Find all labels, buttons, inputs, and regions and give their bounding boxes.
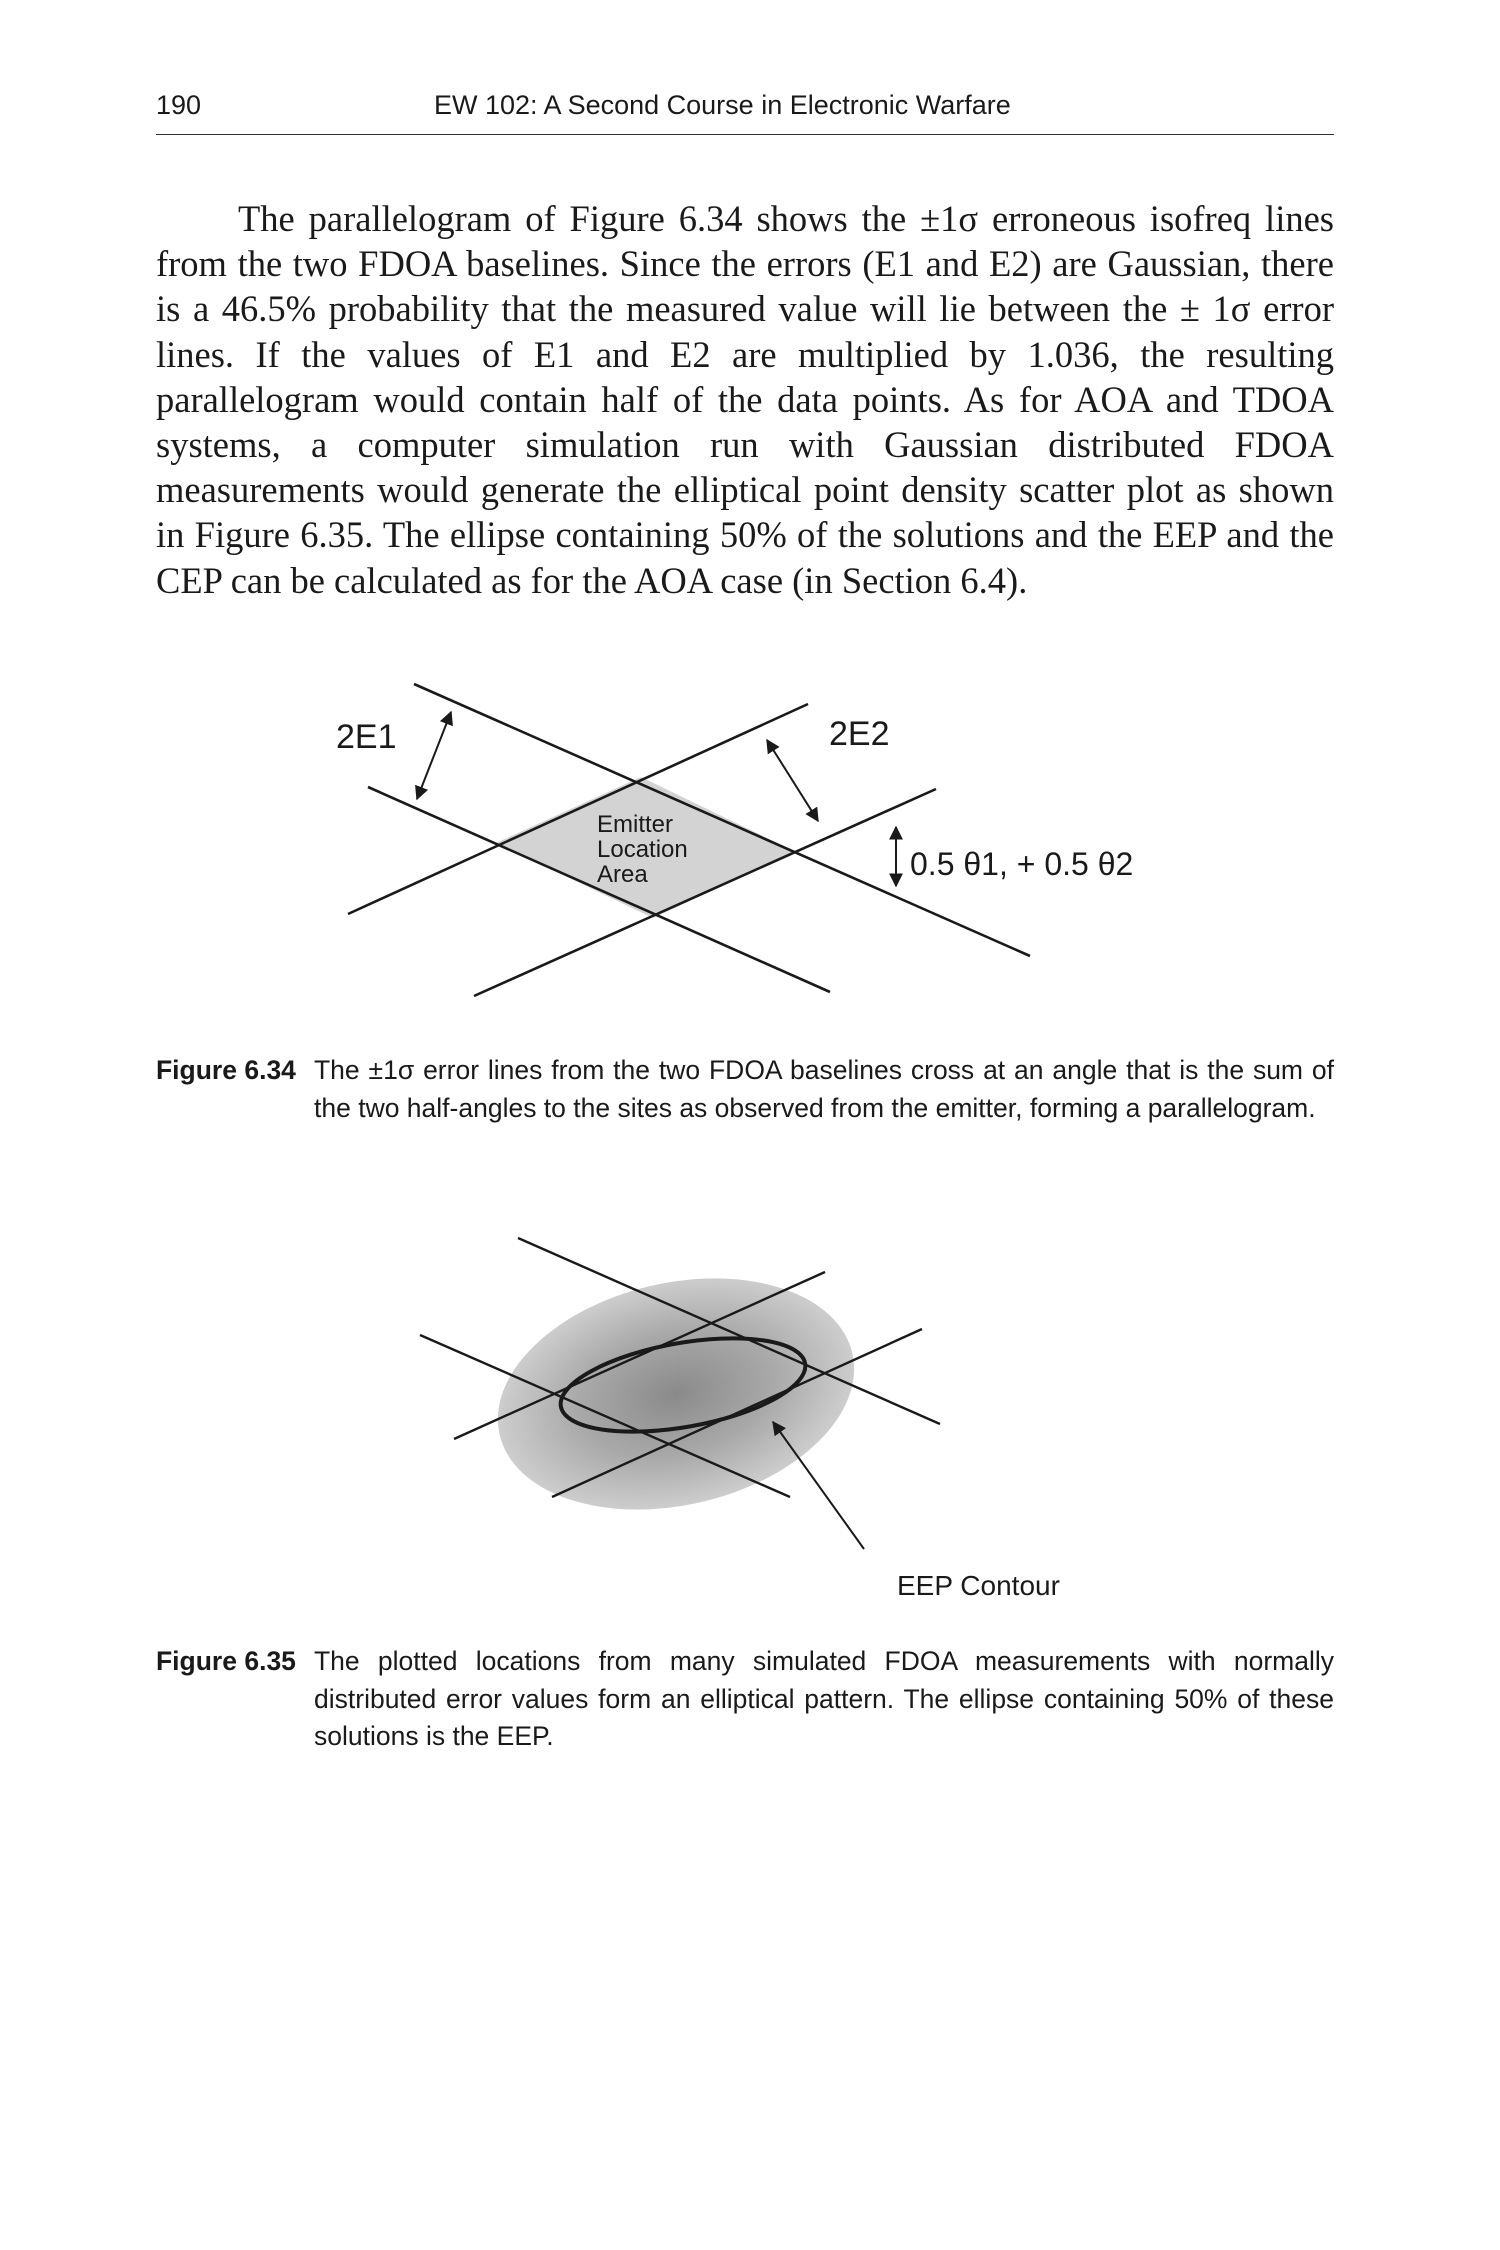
e1-width-arrow (417, 712, 451, 799)
figure-6-34 (336, 684, 1133, 996)
area-label-line2: Location (597, 836, 688, 863)
figure-6-34-caption (156, 1052, 1334, 1127)
label-2e1: 2E1 (336, 718, 397, 756)
scatter-density-cloud (475, 1245, 878, 1543)
caption-label: Figure 6.34 (156, 1055, 296, 1085)
e2-width-arrow (767, 740, 818, 821)
area-label-line1: Emitter (597, 811, 674, 838)
angle-label: 0.5 θ1, + 0.5 θ2 (910, 846, 1134, 882)
body-paragraph: The parallelogram of Figure 6.34 shows the ±1σ erroneous isofreq lines from the two FDOA baselines. Since the errors (E1 and E2) are Gaussian, there is a 46.5% probability that the measured value will lie between the ± 1σ error lines. If the values of E1 and E2 are multiplied by 1.036, the resulting parallelogram would contain half of the data points. As for AOA and TDOA systems, a computer simulation run with Gaussian distributed FDOA measurements would generate the elliptical point density scatter plot as shown in Figure 6.35. The ellipse containing 50% of the solutions and the EEP and the CEP can be calculated as for the AOA case (in Section 6.4). (156, 198, 1334, 601)
error-line-e1-upper (414, 684, 1030, 956)
eep-contour-label: EEP Contour (897, 1570, 1060, 1601)
figure-6-35-caption (156, 1643, 1334, 1756)
page-number: 190 (156, 90, 202, 120)
running-title: EW 102: A Second Course in Electronic Warfare (434, 90, 1011, 120)
area-label-line3: Area (597, 861, 648, 888)
caption-text: The ±1σ error lines from the two FDOA baselines cross at an angle that is the sum of the two half-angles to the sites as observed from the emitter, forming a parallelogram. (314, 1055, 1334, 1123)
figure-6-35 (420, 1238, 1060, 1601)
caption-label: Figure 6.35 (156, 1646, 296, 1676)
caption-text: The plotted locations from many simulated FDOA measurements with normally distributed error values form an elliptical pattern. The ellipse containing 50% of these solutions is the EEP. (314, 1646, 1334, 1751)
label-2e2: 2E2 (829, 715, 890, 753)
